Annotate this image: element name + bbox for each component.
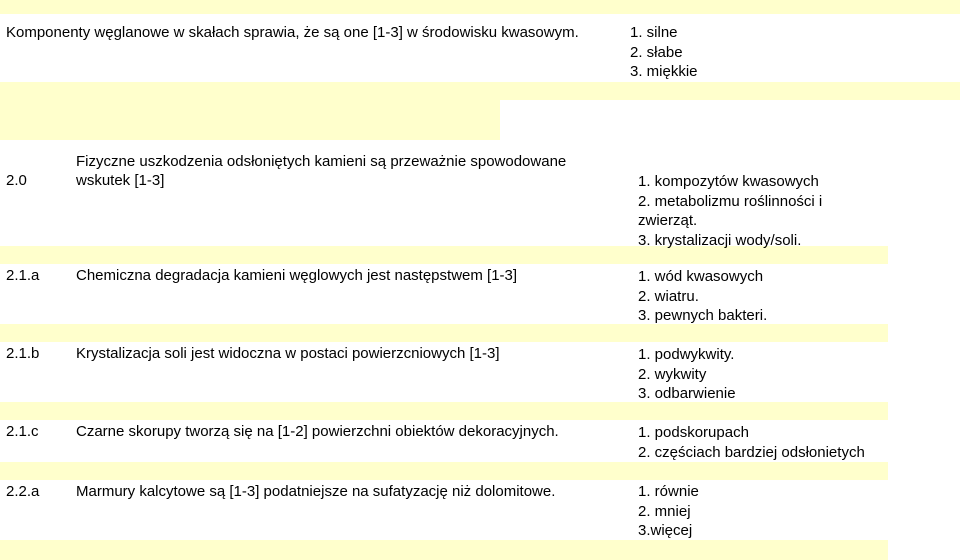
option-2: 2. mniej: [638, 502, 691, 520]
option-1: 1. silne: [630, 24, 678, 41]
option-3: 3. miękkie: [630, 63, 698, 80]
highlight-band: [0, 100, 500, 140]
question-number: 2.1.c: [6, 423, 39, 440]
answer-options: [638, 482, 699, 541]
highlight-band: [0, 540, 888, 560]
option-3: 3. pewnych bakteri.: [638, 307, 768, 324]
question-number: 2.1.b: [6, 345, 40, 362]
option-2: 2. wiatru.: [638, 287, 699, 305]
highlight-band: [0, 82, 960, 100]
question-number: 2.2.a: [6, 483, 40, 500]
option-2: 2. słabe: [630, 43, 683, 61]
question-text: Fizyczne uszkodzenia odsłoniętych kamieni są przeważnie spowodowane: [76, 153, 567, 170]
option-3: 3.więcej: [638, 522, 693, 539]
highlight-band: [0, 324, 888, 342]
question-number: 2.1.a: [6, 267, 40, 284]
question-text: Krystalizacja soli jest widoczna w postaci powierzcniowych [1-3]: [76, 345, 500, 362]
answer-options: [638, 172, 822, 250]
option-2: 2. wykwity: [638, 365, 707, 383]
option-2-cont: zwierząt.: [638, 212, 698, 229]
option-3: 3. krystalizacji wody/soli.: [638, 231, 802, 249]
answer-options: [638, 423, 865, 462]
question-text: Marmury kalcytowe są [1-3] podatniejsze na sufatyzację niż dolomitowe.: [76, 483, 556, 500]
answer-options: [638, 267, 767, 326]
answer-options: [630, 23, 698, 82]
option-1: 1. podwykwity.: [638, 346, 735, 363]
option-2: 2. częściach bardziej odsłonietych: [638, 443, 865, 461]
option-1: 1. równie: [638, 483, 699, 500]
highlight-band: [0, 402, 888, 420]
question-text: Chemiczna degradacja kamieni węglowych jest następstwem [1-3]: [76, 267, 518, 284]
question-number: 2.0: [6, 172, 27, 189]
question-text: Czarne skorupy tworzą się na [1-2] powierzchni obiektów dekoracyjnych.: [76, 423, 559, 440]
answer-options: [638, 345, 736, 404]
option-2: 2. metabolizmu roślinności i: [638, 192, 823, 210]
highlight-band: [0, 0, 960, 14]
option-1: 1. kompozytów kwasowych: [638, 173, 819, 190]
question-text: Komponenty węglanowe w skałach sprawia, że są one [1-3] w środowisku kwasowym.: [6, 24, 579, 41]
option-3: 3. odbarwienie: [638, 385, 736, 402]
option-1: 1. podskorupach: [638, 424, 749, 441]
option-1: 1. wód kwasowych: [638, 268, 764, 285]
question-text: wskutek [1-3]: [76, 172, 165, 189]
highlight-band: [0, 462, 888, 480]
